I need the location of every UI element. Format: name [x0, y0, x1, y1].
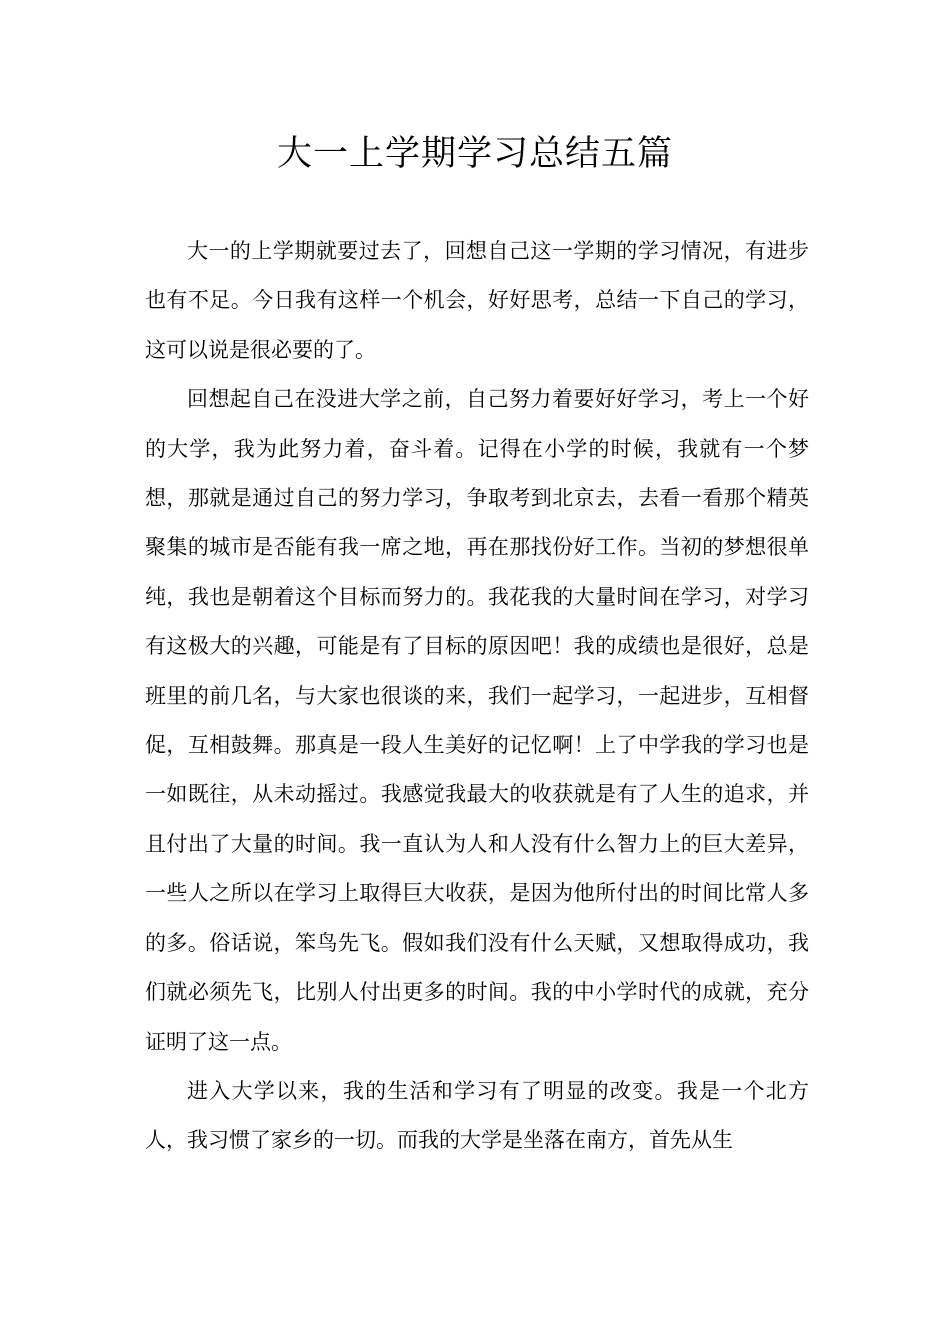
paragraph: 大一的上学期就要过去了，回想自己这一学期的学习情况，有进步也有不足。今日我有这样一个机会，好好思考，总结一下自己的学习，这可以说是很必要的了。 [145, 239, 809, 362]
paragraph: 回想起自己在没进大学之前，自己努力着要好好学习，考上一个好的大学，我为此努力着，奋斗着。记得在小学的时候，我就有一个梦想，那就是通过自己的努力学习，争取考到北京去，去看一看那个精英聚集的城市是否能有我一席之地，再在那找份好工作。当初的梦想很单纯，我也是朝着这个目标而努力的。我花我的大量时间在学习，对学习有这极大的兴趣，可能是有了目标的原因吧！我的成绩也是很好，总是班里的前几名，与大家也很谈的来，我们一起学习，一起进步，互相督促，互相鼓舞。那真是一段人生美好的记忆啊！上了中学我的学习也是一如既往，从未动摇过。我感觉我最大的收获就是有了人生的追求，并且付出了大量的时间。我一直认为人和人没有什么智力上的巨大差异，一些人之所以在学习上取得巨大收获，是因为他所付出的时间比常人多的多。俗话说，笨鸟先飞。假如我们没有什么天赋，又想取得成功，我们就必须先飞，比别人付出更多的时间。我的中小学时代的成就，充分证明了这一点。 [145, 387, 809, 1054]
document-title: 大一上学期学习总结五篇 [276, 134, 673, 174]
document-body [145, 227, 809, 1166]
paragraph: 进入大学以来，我的生活和学习有了明显的改变。我是一个北方人，我习惯了家乡的一切。而我的大学是坐落在南方，首先从生 [145, 1078, 809, 1153]
